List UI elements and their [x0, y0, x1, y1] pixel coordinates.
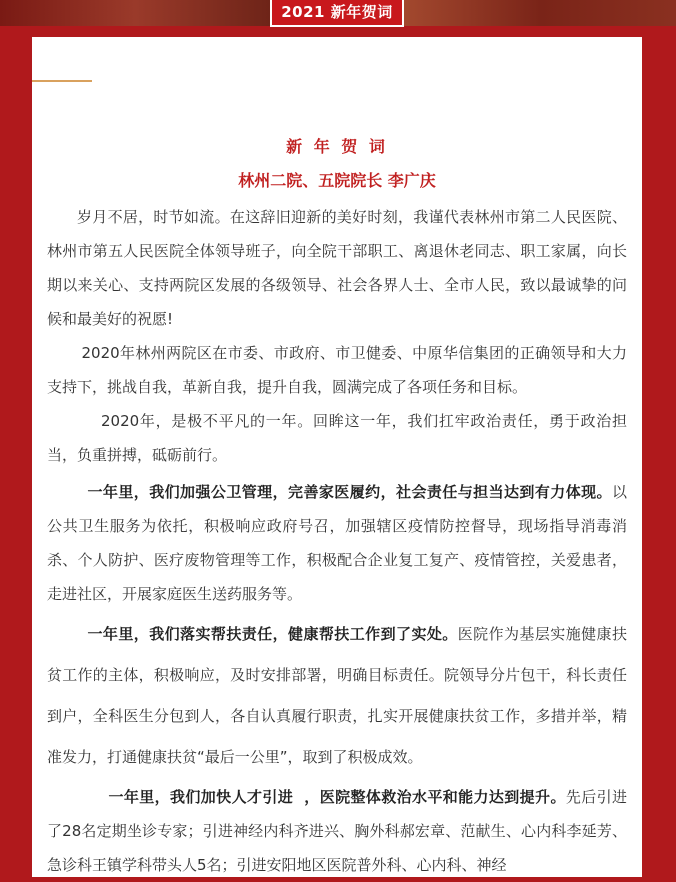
paragraph — [47, 475, 627, 611]
paragraph — [47, 200, 627, 336]
paragraph-lead: 一年里，我们落实帮扶责任，健康帮扶工作到了实处。 — [87, 625, 458, 643]
letter-card — [32, 37, 642, 877]
letter-body — [47, 200, 627, 882]
letter-title: 新 年 贺 词 — [286, 137, 388, 156]
header-banner: 2021 新年贺词 — [270, 0, 404, 27]
paragraph-text: 2020年，是极不平凡的一年。回眸这一年，我们扛牢政治责任，勇于政治担当，负重拼搏，砥砺前行。 — [47, 412, 627, 464]
accent-divider — [32, 80, 92, 82]
paragraph — [47, 614, 627, 778]
paragraph-lead: 一年里，我们加强公卫管理，完善家医履约，社会责任与担当达到有力体现。 — [87, 483, 612, 501]
paragraph — [47, 780, 627, 882]
paragraph-text: 医院作为基层实施健康扶贫工作的主体，积极响应，及时安排部署，明确目标责任。院领导分片包干，科长责任到户，全科医生分包到人，各自认真履行职责，扎实开展健康扶贫工作，多措并举，精准发力，打通健康扶贫“最后一公里”，取到了积极成效。 — [47, 625, 627, 766]
paragraph-text: 岁月不居，时节如流。在这辞旧迎新的美好时刻，我谨代表林州市第二人民医院、林州市第五人民医院全体领导班子，向全院干部职工、离退休老同志、职工家属，向长期以来关心、支持两院区发展的各级领导、社会各界人士、全市人民，致以最诚挚的问候和最美好的祝愿! — [47, 208, 627, 328]
paragraph — [47, 404, 627, 472]
paragraph-text: 以公共卫生服务为依托，积极响应政府号召，加强辖区疫情防控督导，现场指导消毒消杀、个人防护、医疗废物管理等工作，积极配合企业复工复产、疫情管控，关爱患者，走进社区，开展家庭医生送药服务等。 — [47, 483, 627, 603]
paragraph-text: 2020年林州两院区在市委、市政府、市卫健委、中原华信集团的正确领导和大力支持下，挑战自我，革新自我，提升自我，圆满完成了各项任务和目标。 — [47, 344, 627, 396]
letter-author: 林州二院、五院院长 李广庆 — [238, 171, 436, 190]
paragraph — [47, 336, 627, 404]
paragraph-text: 先后引进了28名定期坐诊专家；引进神经内科齐进兴、胸外科郝宏章、范献生、心内科李延芳、急诊科王镇学科带头人5名；引进安阳地区医院普外科、心内科、神经 — [47, 788, 627, 874]
paragraph-lead: 一年里，我们加快人才引进 ，医院整体救治水平和能力达到提升。 — [108, 788, 566, 806]
